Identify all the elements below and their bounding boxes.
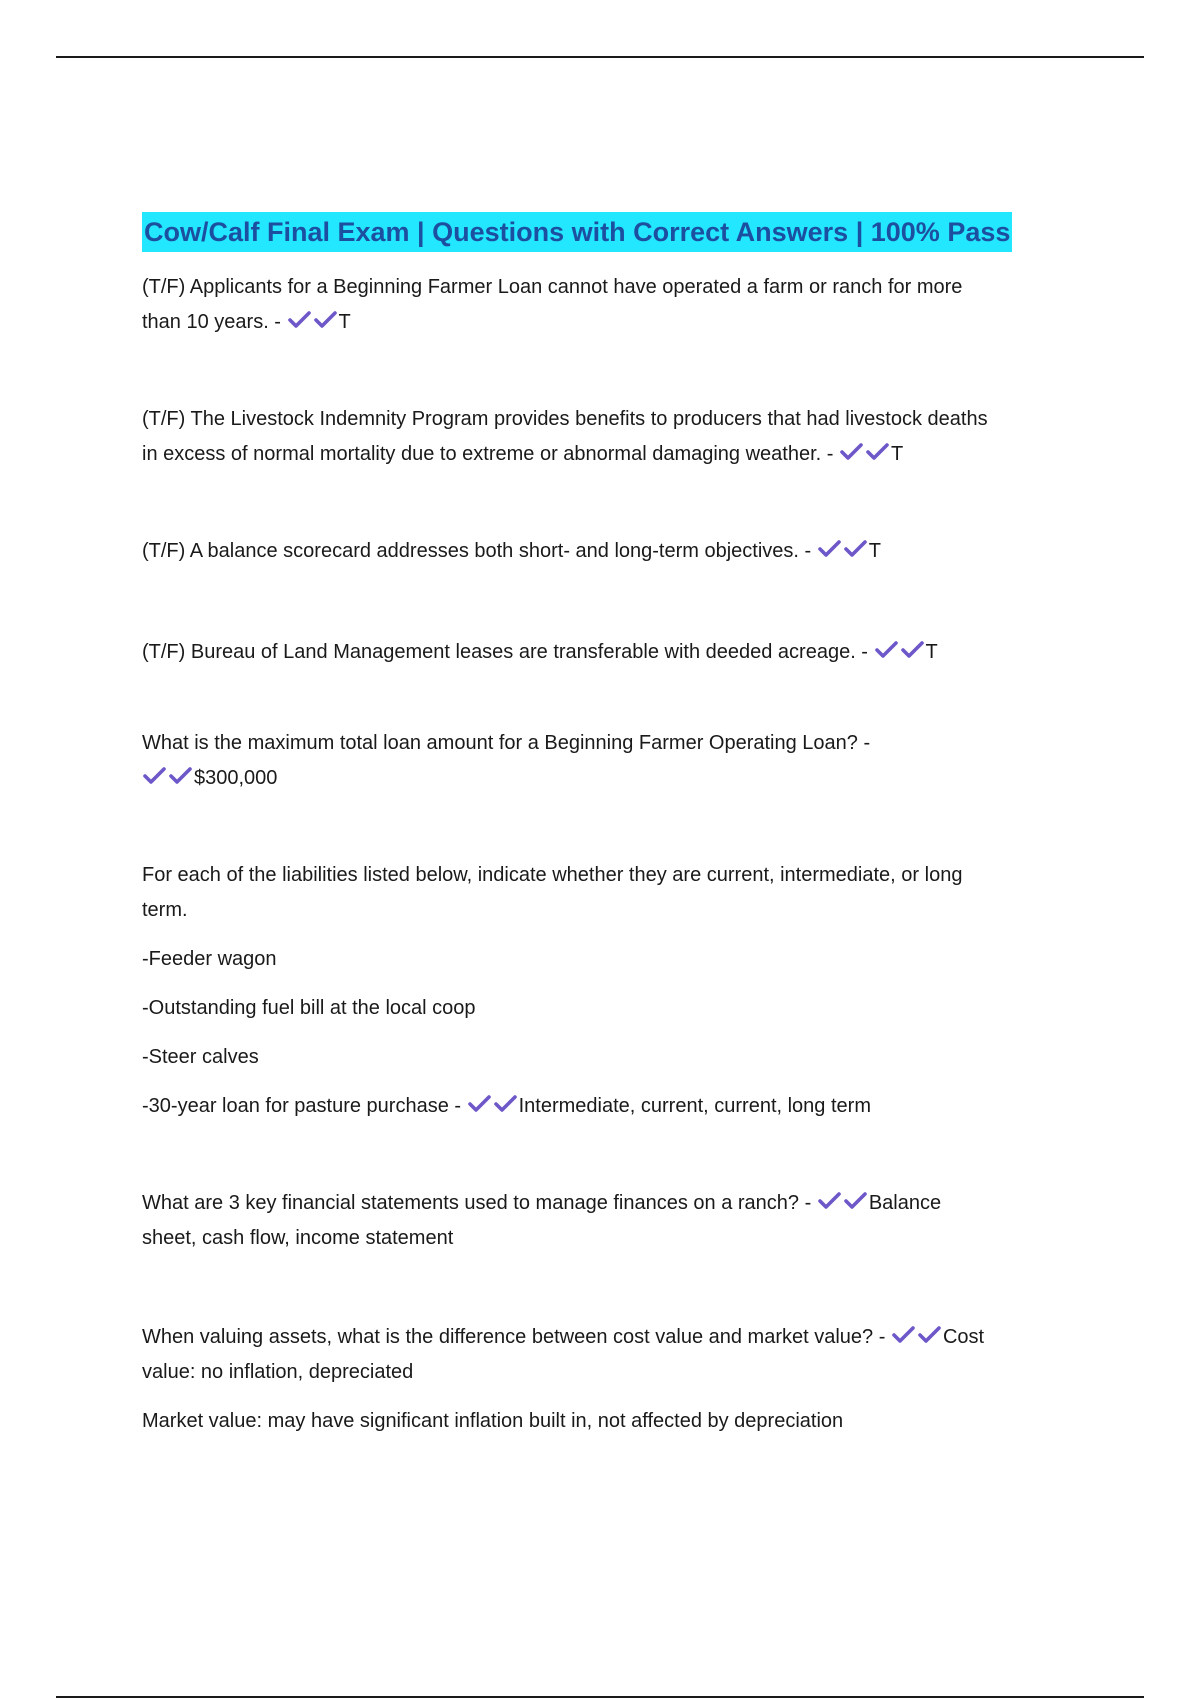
check-icon (467, 1094, 493, 1114)
qa-item (142, 402, 1062, 472)
document-title: Cow/Calf Final Exam | Questions with Correct Answers | 100% Pass (142, 212, 1012, 252)
question-answer-line (142, 305, 1062, 340)
question-answer-line (142, 761, 1062, 796)
check-icon (900, 640, 926, 660)
answer-text: T (868, 540, 881, 562)
check-icon (168, 766, 194, 786)
answer-text: T (338, 311, 351, 333)
check-icon (865, 442, 891, 462)
list-item: -30-year loan for pasture purchase - (142, 1095, 467, 1117)
question-answer-line (142, 1089, 1062, 1124)
question-text: What are 3 key financial statements used to manage finances on a ranch? - (142, 1192, 817, 1214)
answer-text: T (891, 443, 904, 465)
question-answer-line (142, 437, 1062, 472)
qa-item (142, 534, 1062, 569)
answer-text: value: no inflation, depreciated (142, 1361, 414, 1383)
question-text: (T/F) Bureau of Land Management leases are transferable with deeded acreage. - (142, 641, 874, 663)
question-text: term. (142, 899, 188, 921)
answer-text: $300,000 (194, 767, 278, 789)
exam-content (142, 212, 1062, 1439)
question-text: than 10 years. - (142, 311, 287, 333)
qa-item (142, 1186, 1062, 1256)
list-item: -Steer calves (142, 1046, 259, 1068)
question-text: When valuing assets, what is the difference between cost value and market value? - (142, 1326, 891, 1348)
question-answer-line (142, 1186, 1062, 1221)
answer-text: T (925, 641, 938, 663)
question-answer-line (142, 635, 1062, 670)
question-text: (T/F) A balance scorecard addresses both short- and long-term objectives. - (142, 540, 817, 562)
question-answer-line (142, 534, 1062, 569)
answer-text: Cost (942, 1326, 985, 1348)
check-icon (874, 640, 900, 660)
check-icon (313, 310, 339, 330)
question-text: What is the maximum total loan amount for a Beginning Farmer Operating Loan? - (142, 732, 871, 754)
qa-item (142, 635, 1062, 670)
check-icon (843, 1191, 869, 1211)
qa-item (142, 726, 1062, 796)
answer-text: Intermediate, current, current, long term (518, 1095, 871, 1117)
question-text: in excess of normal mortality due to extreme or abnormal damaging weather. - (142, 443, 839, 465)
question-answer-line (142, 1320, 1062, 1355)
qa-item (142, 858, 1062, 1124)
question-text: (T/F) Applicants for a Beginning Farmer Loan cannot have operated a farm or ranch for more (142, 276, 963, 298)
check-icon (817, 1191, 843, 1211)
list-item: -Feeder wagon (142, 948, 277, 970)
check-icon (817, 539, 843, 559)
qa-item (142, 270, 1062, 340)
check-icon (843, 539, 869, 559)
answer-text: Market value: may have significant inflation built in, not affected by depreciation (142, 1410, 844, 1432)
check-icon (917, 1325, 943, 1345)
top-rule (56, 56, 1144, 58)
question-text: For each of the liabilities listed below, indicate whether they are current, intermediate, or long (142, 864, 963, 886)
check-icon (891, 1325, 917, 1345)
check-icon (839, 442, 865, 462)
check-icon (142, 766, 168, 786)
list-item: -Outstanding fuel bill at the local coop (142, 997, 476, 1019)
question-text: (T/F) The Livestock Indemnity Program provides benefits to producers that had livestock deaths (142, 408, 988, 430)
check-icon (493, 1094, 519, 1114)
answer-text: Balance (868, 1192, 942, 1214)
answer-text: sheet, cash flow, income statement (142, 1227, 454, 1249)
qa-item (142, 1320, 1062, 1439)
bottom-rule (56, 1696, 1144, 1698)
check-icon (287, 310, 313, 330)
